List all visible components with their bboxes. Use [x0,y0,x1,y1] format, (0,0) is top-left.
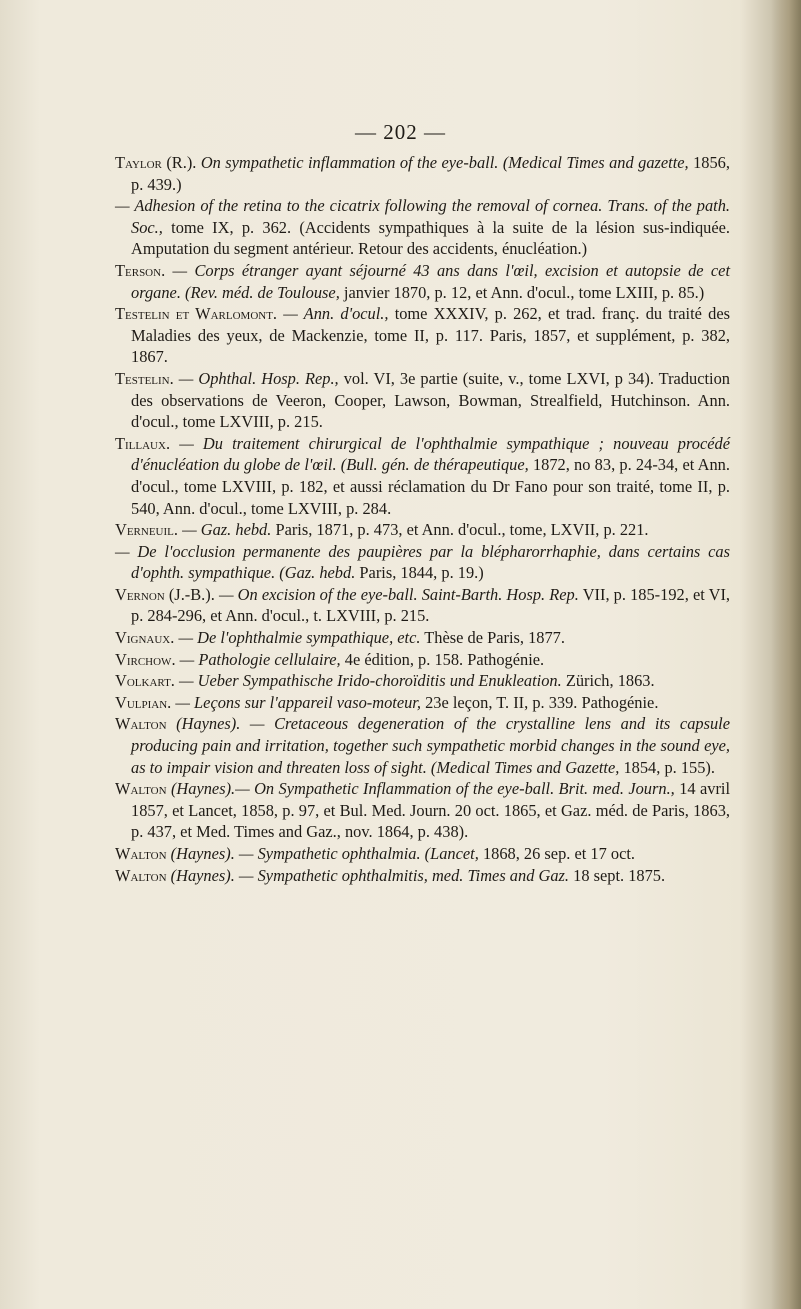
bibliography-entry [115,519,730,541]
entry-text: vol. VI, 3e partie (suite, v., tome LXVI, p 34). Traduction des observations de Veeron, Cooper, Lawson, Bowman, Strealfield, Hutchinson. Ann. d'ocul., tome LXVIII, p. 215. [131,368,730,432]
entry-author: Walton [115,865,167,885]
bibliography-entry [115,692,730,714]
entry-title: — Corps étranger ayant séjourné 43 ans dans l'œil, excision et autopsie de cet organe. (Rev. méd. de Toulouse, [131,260,730,302]
entry-title: — Ophthal. Hosp. Rep., [178,368,339,388]
bibliography-entry [115,843,730,865]
entry-title: — Ueber Sympathische Irido-choroïditis und Enukleation. [179,671,562,691]
entry-text: Paris, 1844, p. 19.) [359,563,484,583]
bibliography-entry [115,152,730,195]
page-number: — 202 — [355,120,446,144]
entry-title: (Haynes). — Cretaceous degeneration of the crystalline lens and its capsule producing pain and irritation, together such sympathetic morbid changes in the sound eye, as to impair vision and threaten loss of sight. (Medical Times and Gazette, [131,714,730,777]
entry-author: Virchow. [115,649,176,669]
entry-author: Tillaux. [115,433,171,453]
entry-author: Walton [115,779,167,799]
entry-text: VII, p. 185-192, et VI, p. 284-296, et Ann. d'ocul., t. LXVIII, p. 215. [131,584,730,626]
bibliography-entry [115,260,730,303]
entry-author: Volkart. [115,671,175,691]
entry-title: — Adhesion of the retina to the cicatrix following the removal of cornea. Trans. of the path. Soc., [115,196,730,237]
entry-author: Testelin. [115,368,174,388]
bibliography-entry [115,713,730,778]
entry-text: janvier 1870, p. 12, et Ann. d'ocul., tome LXIII, p. 85.) [343,282,705,302]
bibliography-entry [115,368,730,433]
entry-text: 18 sept. 1875. [573,865,666,885]
entry-title: — Gaz. hebd. [182,520,272,540]
entry-text: 14 avril 1857, et Lancet, 1858, p. 97, et Bul. Med. Journ. 20 oct. 1865, et Gaz. méd. de Paris, 1863, p. 437, et Med. Times and Gaz., nov. 1864, p. 438). [131,779,731,842]
entry-text: Zürich, 1863. [565,671,655,691]
entry-text: 1854, p. 155). [623,757,715,777]
bibliography-entry [115,195,730,260]
bibliography-entry [115,627,730,649]
entry-title: — On excision of the eye-ball. Saint-Barth. Hosp. Rep. [218,584,579,604]
entry-author: Walton [115,844,167,863]
entry-title: — De l'occlusion permanente des paupières par la blépharorrhaphie, dans certains cas d'ophth. sympathique. (Gaz. hebd. [115,541,730,583]
bibliography-entry [115,541,730,584]
entry-title: On sympathetic inflammation of the eye-ball. (Medical Times and gazette, [200,153,689,172]
bibliography-entry [115,778,730,843]
entry-author: Vernon (J.-B.). [115,584,215,604]
bibliography-list [115,152,730,886]
entry-author: Vulpian. [115,692,172,712]
entry-title: — Pathologie cellulaire, [179,649,341,669]
entry-title: (Haynes). — Sympathetic ophthalmia. (Lancet, [170,844,479,863]
entry-text: tome XXXIV, p. 262, et trad. franç. du traité des Maladies des yeux, de Mackenzie, tome II, p. 117. Paris, 1857, et supplément, p. 382, 1867. [131,304,730,367]
bibliography-entry [115,865,730,887]
entry-author: Verneuil. [115,520,178,540]
entry-title: (Haynes).— On Sympathetic Inflammation of the eye-ball. Brit. med. Journ., [170,779,675,799]
entry-text: 4e édition, p. 158. Pathogénie. [344,649,545,669]
entry-author: Vignaux. [115,628,175,648]
entry-text: tome IX, p. 362. (Accidents sympathiques à la suite de la lésion sus-indiquée. Amputation du segment antérieur. Retour des accidents, énucléation.) [131,217,730,259]
entry-title: — Ann. d'ocul., [283,304,389,324]
bibliography-entry [115,670,730,692]
entry-author: Taylor (R.). [115,153,197,172]
entry-text: 1872, no 83, p. 24-34, et Ann. d'ocul., tome LXVIII, p. 182, et aussi réclamation du Dr Fano pour son traité, tome II, p. 540, Ann. d'ocul., tome LXVIII, p. 284. [131,455,730,518]
entry-title: — De l'ophthalmie sympathique, etc. [178,628,421,648]
entry-title: — Leçons sur l'appareil vaso-moteur, [175,692,421,712]
entry-text: 1868, 26 sep. et 17 oct. [482,844,635,863]
entry-author: Testelin et Warlomont. [115,304,278,324]
bibliography-entry [115,303,730,368]
bibliography-entry [115,433,730,519]
entry-text: 1856, p. 439.) [131,153,730,194]
entry-text: 23e leçon, T. II, p. 339. Pathogénie. [425,692,659,712]
bibliography-entry [115,649,730,671]
entry-title: — Du traitement chirurgical de l'ophthalmie sympathique ; nouveau procédé d'énucléation du globe de l'œil. (Bull. gén. de thérapeutique, [131,433,730,475]
entry-text: Paris, 1871, p. 473, et Ann. d'ocul., tome, LXVII, p. 221. [275,520,649,540]
page-binding-shadow [771,0,801,1309]
entry-title: (Haynes). — Sympathetic ophthalmitis, med. Times and Gaz. [170,865,570,885]
entry-text: Thèse de Paris, 1877. [424,628,565,648]
entry-author: Terson. [115,260,166,280]
entry-author: Walton [115,714,167,734]
bibliography-entry [115,584,730,627]
